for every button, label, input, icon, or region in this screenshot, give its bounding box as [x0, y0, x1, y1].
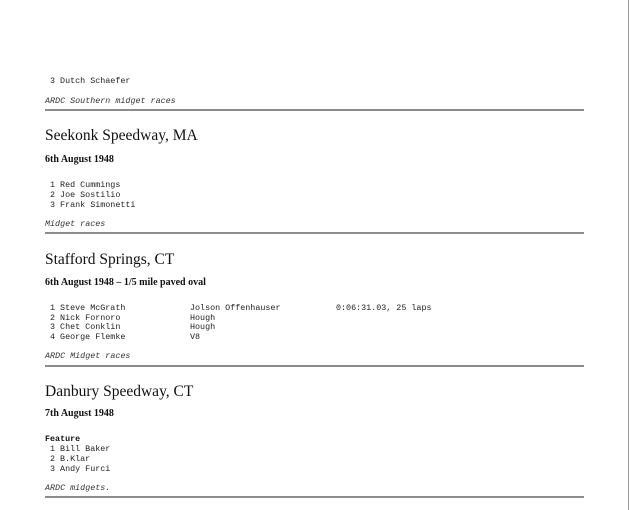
- result-driver: 4 George Flemke: [50, 332, 126, 342]
- result-line: 3 Dutch Schaefer: [50, 76, 131, 86]
- result-line: 2 B.Klar: [50, 454, 91, 464]
- section-title-stafford: Stafford Springs, CT: [45, 251, 175, 268]
- result-line: 2 Joe Sostilio: [50, 190, 121, 200]
- section-title-seekonk: Seekonk Speedway, MA: [45, 127, 198, 144]
- result-driver: 1 Steve McGrath: [50, 303, 126, 313]
- page-right-border: [628, 0, 629, 510]
- section-divider: [45, 232, 584, 234]
- result-driver: 2 Nick Fornoro: [50, 313, 121, 323]
- result-car: V8: [190, 332, 201, 342]
- race-note: ARDC Midget races: [45, 351, 131, 361]
- result-line: 3 Frank Simonetti: [50, 200, 136, 210]
- section-divider: [45, 496, 584, 498]
- result-time: 0:06:31.03, 25 laps: [336, 303, 432, 313]
- result-driver: 3 Chet Conklin: [50, 322, 121, 332]
- section-title-danbury: Danbury Speedway, CT: [45, 383, 194, 400]
- feature-label: Feature: [45, 434, 81, 444]
- result-car: Hough: [190, 322, 216, 332]
- section-divider: [45, 365, 584, 367]
- race-date: 7th August 1948: [45, 408, 114, 419]
- race-note: Midget races: [45, 219, 106, 229]
- result-line: 1 Red Cummings: [50, 180, 121, 190]
- race-date: 6th August 1948 – 1/5 mile paved oval: [45, 277, 206, 288]
- race-note: ARDC Southern midget races: [45, 96, 176, 106]
- section-divider: [45, 109, 584, 111]
- result-car: Jolson Offenhauser: [190, 303, 281, 313]
- result-line: 1 Bill Baker: [50, 444, 111, 454]
- race-note: ARDC midgets.: [45, 483, 111, 493]
- result-line: 3 Andy Furci: [50, 464, 111, 474]
- race-date: 6th August 1948: [45, 154, 114, 165]
- result-car: Hough: [190, 313, 216, 323]
